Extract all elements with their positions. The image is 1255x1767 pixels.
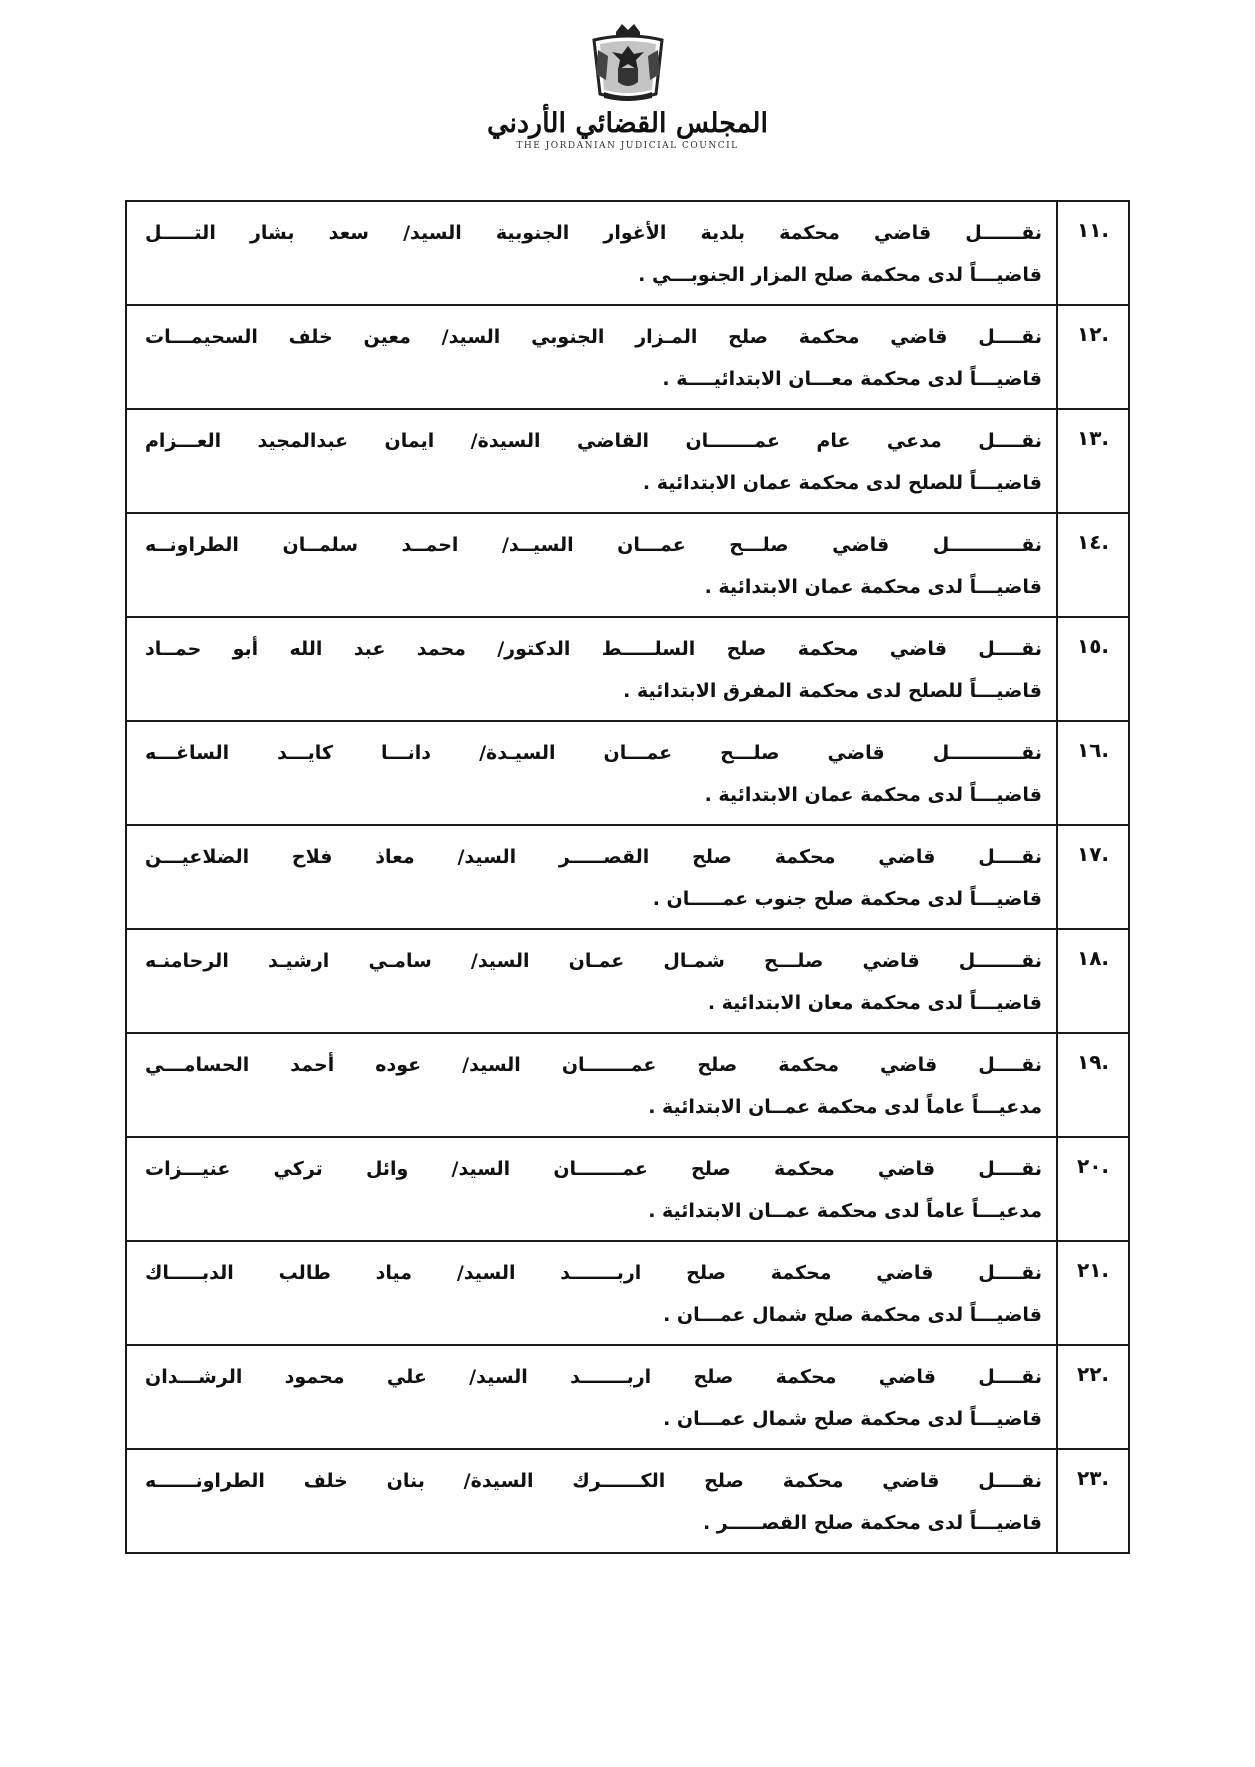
item-text [126, 929, 1057, 1033]
item-text [126, 1345, 1057, 1449]
item-text-line: قاضيـــاً لدى محكمة صلح جنوب عمـــــان . [652, 888, 1042, 910]
letterhead [0, 20, 1255, 180]
table-row [126, 1449, 1129, 1553]
item-text-line: قاضيـــاً لدى محكمة معان الابتدائية . [707, 992, 1042, 1014]
item-text-line: نقـــــــل قاضي صلـــح شمـال عمـان السيد/ سامـي ارشيـد الرحامنـه [145, 950, 1042, 972]
table-row [126, 929, 1129, 1033]
item-text [126, 1449, 1057, 1553]
table-row [126, 1137, 1129, 1241]
item-text-line: نقــــل قاضي محكمة صلح المـزار الجنوبي السيد/ معين خلف السحيمـــات [145, 326, 1042, 348]
item-text-line: نقــــل مدعي عام عمـــــــان القاضي السيدة/ ايمان عبدالمجيد العـــزام [145, 430, 1042, 452]
item-text-line: مدعيـــاً عاماً لدى محكمة عمــان الابتدائية . [648, 1200, 1042, 1222]
item-number: .٢٢ [1057, 1345, 1129, 1449]
council-name-arabic: المجلس القضائي الأردني [486, 108, 768, 139]
item-text [126, 513, 1057, 617]
table-row [126, 201, 1129, 305]
decisions-table [125, 200, 1130, 1554]
item-text-line: قاضيـــاً لدى محكمة صلح القصـــــر . [702, 1512, 1042, 1534]
item-text-line: قاضيـــاً لدى محكمة عمان الابتدائية . [704, 576, 1042, 598]
table-row [126, 1241, 1129, 1345]
table-row [126, 1033, 1129, 1137]
table-row [126, 825, 1129, 929]
item-text-line: نقــــل قاضي محكمة صلح عمـــــــان السيد/ عوده أحمد الحسامـــي [145, 1054, 1042, 1076]
item-text-line: مدعيـــاً عاماً لدى محكمة عمــان الابتدائية . [648, 1096, 1042, 1118]
item-text [126, 409, 1057, 513]
item-text-line: قاضيـــاً لدى محكمة صلح المزار الجنوبـــي . [638, 264, 1042, 286]
item-text-line: نقــــل قاضي محكمة صلح اربـــــــد السيد/ علي محمود الرشـــدان [145, 1366, 1042, 1388]
item-text-line: قاضيـــاً للصلح لدى محكمة المفرق الابتدائية . [623, 680, 1042, 702]
item-text-line: قاضيـــاً لدى محكمة صلح شمال عمـــان . [663, 1304, 1042, 1326]
item-number: .١٣ [1057, 409, 1129, 513]
table-row [126, 513, 1129, 617]
item-text-line: نقــــل قاضي محكمة صلح الكــــــرك السيدة/ بنان خلف الطراونــــــه [145, 1470, 1042, 1492]
council-name-english: THE JORDANIAN JUDICIAL COUNCIL [516, 141, 739, 151]
item-text-line: نقــــــل قاضي محكمة بلدية الأغوار الجنوبية السيد/ سعد بشار التـــــل [145, 222, 1042, 244]
jordan-coat-of-arms-icon [582, 20, 674, 104]
item-text-line: نقــــل قاضي محكمة صلح القصـــــر السيد/ معاذ فلاح الضلاعيـــن [145, 846, 1042, 868]
item-text [126, 1137, 1057, 1241]
item-text [126, 201, 1057, 305]
item-text-line: قاضيـــاً للصلح لدى محكمة عمان الابتدائية . [642, 472, 1042, 494]
item-text-line: قاضيـــاً لدى محكمة معـــان الابتدائيــــة . [662, 368, 1042, 390]
item-number: .١٥ [1057, 617, 1129, 721]
item-number: .١١ [1057, 201, 1129, 305]
item-number: .١٦ [1057, 721, 1129, 825]
item-text [126, 617, 1057, 721]
item-number: .٢٣ [1057, 1449, 1129, 1553]
item-number: .٢١ [1057, 1241, 1129, 1345]
item-text [126, 1033, 1057, 1137]
table-row [126, 721, 1129, 825]
item-text [126, 305, 1057, 409]
item-text-line: قاضيـــاً لدى محكمة عمان الابتدائية . [704, 784, 1042, 806]
item-text [126, 1241, 1057, 1345]
item-number: .١٨ [1057, 929, 1129, 1033]
item-text-line: نقــــل قاضي محكمة صلح عمـــــــان السيد/ وائل تركي عنيـــزات [145, 1158, 1042, 1180]
table-row [126, 1345, 1129, 1449]
table-row [126, 409, 1129, 513]
item-text-line: قاضيـــاً لدى محكمة صلح شمال عمـــان . [663, 1408, 1042, 1430]
item-number: .١٩ [1057, 1033, 1129, 1137]
table-row [126, 305, 1129, 409]
item-text-line: نقـــــــــــل قاضي صلـــح عمـــان السيـدة/ دانـــا كايـــد الساغـــه [145, 742, 1042, 764]
item-text-line: نقـــــــــــل قاضي صلـــح عمـــان السيــد/ احمــد سلمــان الطراونــه [145, 534, 1042, 556]
item-number: .٢٠ [1057, 1137, 1129, 1241]
item-number: .١٤ [1057, 513, 1129, 617]
item-text-line: نقــــل قاضي محكمة صلح السلـــــط الدكتور/ محمد عبد الله أبو حمــاد [145, 638, 1042, 660]
item-number: .١٢ [1057, 305, 1129, 409]
item-text [126, 825, 1057, 929]
item-text-line: نقــــل قاضي محكمة صلح اربـــــــد السيد/ مياد طالب الدبـــــاك [145, 1262, 1042, 1284]
table-row [126, 617, 1129, 721]
item-number: .١٧ [1057, 825, 1129, 929]
item-text [126, 721, 1057, 825]
